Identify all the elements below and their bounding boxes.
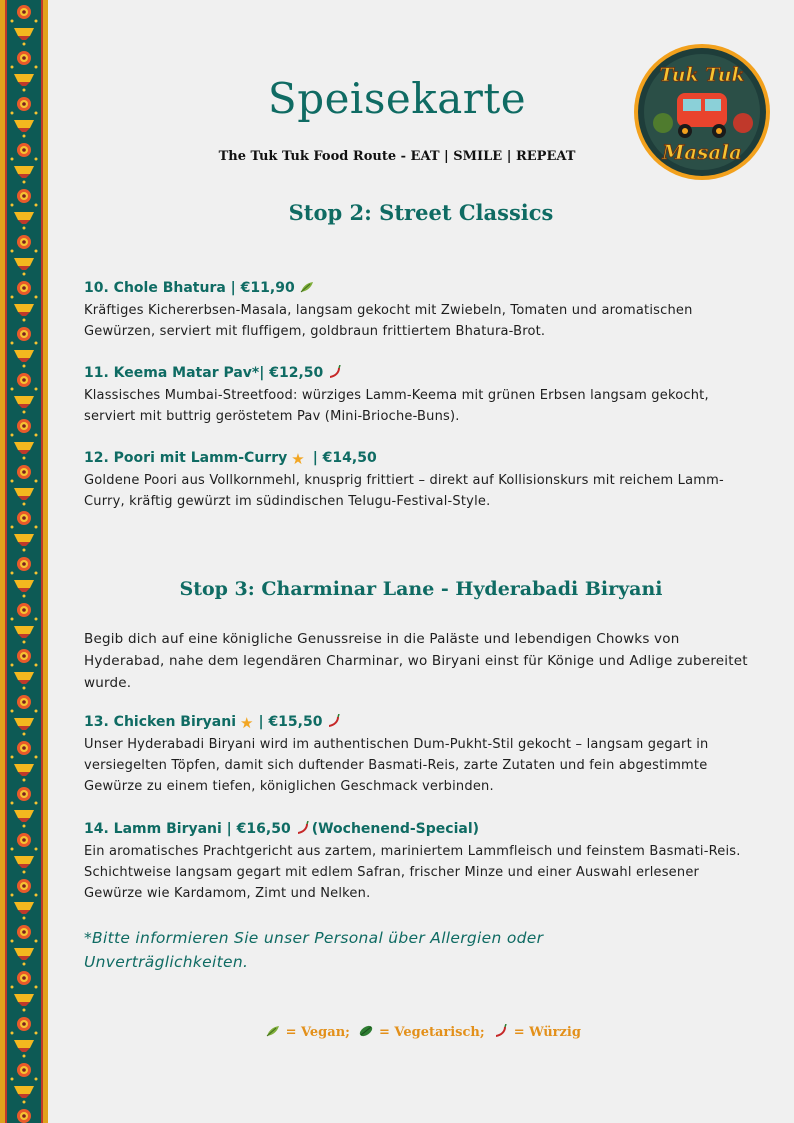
item-description: Kräftiges Kichererbsen-Masala, langsam gekocht mit Zwiebeln, Tomaten und aromatischen Gewürzen, serviert mit fluffigem, goldbraun frittiertem Bhatura-Brot. [84, 303, 693, 339]
item-description: Klassisches Mumbai-Streetfood: würziges Lamm-Keema mit grünen Erbsen langsam gekocht, serviert mit buttrig geröstetem Pav (Mini-Brioche-Buns). [84, 388, 709, 424]
vegetarian-leaf-icon [358, 1024, 374, 1042]
page-title: Speisekarte [267, 74, 527, 123]
legend-vegan: = Vegan; [285, 1025, 350, 1040]
menu-item-keema-matar-pav [84, 365, 744, 427]
item-title: 10. Chole Bhatura | €11,90 [84, 280, 295, 296]
chili-icon [327, 365, 343, 383]
allergy-note: *Bitte informieren Sie unser Personal über Allergien oder Unverträglichkeiten. [84, 929, 544, 971]
star-icon: ★ [291, 450, 305, 468]
item-title-price: | €14,50 [312, 450, 377, 466]
menu-item-chole-bhatura [84, 280, 744, 342]
item-description: Goldene Poori aus Vollkornmehl, knusprig frittiert – direkt auf Kollisionskurs mit reichem Lamm-Curry, kräftig gewürzt im südindischen Telugu-Festival-Style. [84, 473, 724, 509]
logo-text-bottom: Masala [662, 140, 742, 164]
section-intro: Begib dich auf eine königliche Genussreise in die Paläste und lebendigen Chowks von Hyderabad, nahe dem legendären Charminar, wo Biryani einst für Könige und Adlige zubereitet wurde. [84, 631, 748, 691]
menu-item-lamm-biryani [84, 821, 744, 904]
item-title-price: | €15,50 [258, 714, 323, 730]
legend-spicy: = Würzig [513, 1025, 581, 1040]
item-title: 11. Keema Matar Pav*| €12,50 [84, 365, 324, 381]
item-title-name: 13. Chicken Biryani [84, 714, 236, 730]
legend-vegetarian: = Vegetarisch; [379, 1025, 485, 1040]
chili-icon [295, 821, 311, 839]
section-title-charminar-lane: Stop 3: Charminar Lane - Hyderabadi Biryani [179, 578, 663, 600]
leaf-icon [265, 1024, 281, 1042]
chili-icon [326, 714, 342, 732]
tuk-tuk-masala-logo [633, 43, 771, 181]
item-title-name: 12. Poori mit Lamm-Curry [84, 450, 288, 466]
legend [48, 1024, 794, 1042]
item-title-special: (Wochenend-Special) [311, 821, 480, 837]
logo-text-top: Tuk Tuk [659, 64, 745, 86]
item-title-name: 14. Lamm Biryani | €16,50 [84, 821, 291, 837]
menu-item-poori-lamm-curry [84, 450, 744, 512]
tagline: The Tuk Tuk Food Route - EAT | SMILE | REPEAT [218, 149, 576, 164]
item-description: Unser Hyderabadi Biryani wird im authentischen Dum-Pukht-Stil gekocht – langsam gegart in versiegelten Töpfen, damit sich duftender Basmati-Reis, zarte Zutaten und fein abgestimmte Gewürze zu einem tiefen, königlichen Geschmack verbinden. [84, 737, 709, 794]
leaf-icon [299, 280, 315, 298]
star-icon: ★ [240, 714, 254, 732]
chili-icon [493, 1024, 509, 1042]
section-title-street-classics: Stop 2: Street Classics [288, 200, 554, 225]
menu-item-chicken-biryani [84, 714, 744, 797]
decorative-border [0, 0, 48, 1123]
item-description: Ein aromatisches Prachtgericht aus zartem, mariniertem Lammfleisch und feinstem Basmati-Reis. Schichtweise langsam gegart mit edlem Safran, frischer Minze und einer Auswahl erlesener Gewürze wie Kardamom, Zimt und Nelken. [84, 844, 741, 901]
